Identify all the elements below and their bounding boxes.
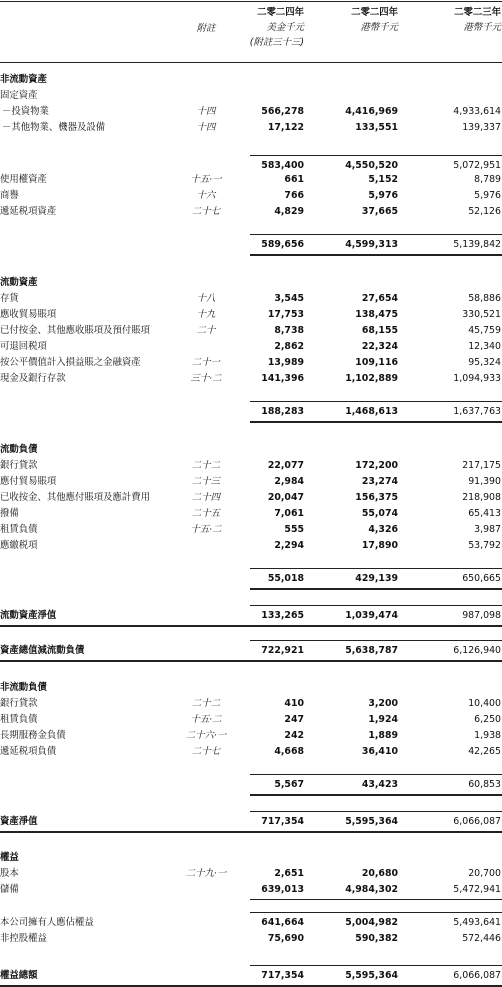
value-hkd-2023: 3,987: [474, 524, 501, 535]
row-label: 股本: [0, 868, 19, 879]
sum-rule-above: [250, 234, 502, 235]
value-hkd-2023: 20,700: [468, 868, 501, 879]
value-hkd-2023: 6,126,940: [453, 645, 501, 656]
value-hkd-2024: 133,551: [355, 122, 398, 133]
note-ref: 二十二: [191, 698, 221, 709]
value-hkd-2023: 12,340: [468, 341, 501, 352]
value-hkd-2023: 1,094,933: [453, 373, 501, 384]
row-label: 固定資產: [0, 90, 38, 101]
note-ref: 二十一: [191, 357, 221, 368]
value-hkd-2024: 5,152: [368, 174, 398, 185]
column-header-2: [351, 5, 398, 35]
table-row: [0, 866, 502, 882]
value-usd-2024: 17,122: [267, 122, 304, 133]
section-heading: [0, 680, 502, 696]
table-row: [0, 323, 502, 339]
value-hkd-2024: 22,324: [361, 341, 398, 352]
note-ref: 二十: [196, 325, 216, 336]
value-hkd-2024: 5,638,787: [345, 645, 398, 656]
note-ref: 二十七: [191, 206, 221, 217]
value-hkd-2023: 5,493,641: [453, 917, 501, 928]
table-row: [0, 522, 502, 538]
table-row: [0, 712, 502, 728]
row-label: 非流動負債: [0, 682, 47, 693]
value-hkd-2024: 172,200: [355, 460, 398, 471]
value-usd-2024: 2,862: [274, 341, 304, 352]
value-usd-2024: 410: [284, 698, 304, 709]
note-ref: 十六: [196, 190, 216, 201]
section-heading: [0, 72, 502, 88]
value-hkd-2024: 5,595,364: [345, 970, 398, 981]
value-usd-2024: 722,921: [261, 645, 304, 656]
row-label: －其他物業、機器及設備: [2, 122, 106, 133]
value-hkd-2024: 3,200: [368, 698, 398, 709]
row-label: 長期服務金負債: [0, 730, 66, 741]
value-hkd-2023: 42,265: [468, 746, 501, 757]
row-label: 權益總額: [0, 970, 38, 981]
row-label: 流動資產: [0, 277, 38, 288]
column-1-unit: 美金千元: [266, 22, 304, 33]
value-hkd-2024: 590,382: [355, 933, 398, 944]
value-usd-2024: 717,354: [261, 816, 304, 827]
value-hkd-2023: 218,908: [462, 492, 501, 503]
column-1-year: 二零二四年: [257, 7, 304, 18]
table-row: [0, 474, 502, 490]
value-hkd-2024: 36,410: [361, 746, 398, 757]
value-hkd-2024: 1,468,613: [345, 406, 398, 417]
sum-rule-above: [250, 912, 502, 913]
value-usd-2024: 8,738: [274, 325, 304, 336]
value-hkd-2023: 58,886: [468, 293, 501, 304]
value-hkd-2024: 429,139: [355, 573, 398, 584]
value-usd-2024: 22,077: [267, 460, 304, 471]
value-hkd-2024: 4,416,969: [345, 106, 398, 117]
value-hkd-2023: 52,126: [468, 206, 501, 217]
row-label: 資產總值減流動負債: [0, 645, 85, 656]
section-heading: [0, 275, 502, 291]
value-usd-2024: 55,018: [267, 573, 304, 584]
row-label: 權益: [0, 852, 19, 863]
total-row: [0, 814, 502, 830]
value-usd-2024: 555: [284, 524, 304, 535]
value-usd-2024: 589,656: [261, 239, 304, 250]
value-hkd-2023: 987,098: [462, 610, 501, 621]
value-hkd-2023: 5,472,941: [453, 884, 501, 895]
value-hkd-2023: 217,175: [462, 460, 501, 471]
column-header-1: [250, 5, 304, 50]
row-label: 本公司擁有人應佔權益: [0, 917, 94, 928]
value-hkd-2023: 5,072,951: [453, 160, 501, 171]
value-hkd-2023: 5,976: [474, 190, 501, 201]
value-hkd-2023: 4,933,614: [453, 106, 501, 117]
column-3-unit: 港幣千元: [463, 22, 501, 33]
value-usd-2024: 566,278: [261, 106, 304, 117]
table-row: [0, 490, 502, 506]
table-row: [0, 188, 502, 204]
header-rule: [0, 62, 502, 63]
value-hkd-2023: 10,400: [468, 698, 501, 709]
row-label: 使用權資產: [0, 174, 47, 185]
note-column-label: 附註: [196, 23, 216, 34]
table-row: [0, 120, 502, 136]
sum-rule-below: [0, 625, 502, 627]
table-row: [0, 728, 502, 744]
value-hkd-2023: 95,324: [468, 357, 501, 368]
value-usd-2024: 4,829: [274, 206, 304, 217]
row-label: 商譽: [0, 190, 19, 201]
value-hkd-2024: 23,274: [361, 476, 398, 487]
sum-rule-below: [250, 899, 502, 900]
value-hkd-2024: 4,599,313: [345, 239, 398, 250]
value-usd-2024: 641,664: [261, 917, 304, 928]
top-rule: [0, 1, 502, 2]
row-label: 現金及銀行存款: [0, 373, 66, 384]
value-hkd-2024: 1,039,474: [345, 610, 398, 621]
value-hkd-2024: 68,155: [361, 325, 398, 336]
value-hkd-2024: 1,924: [368, 714, 398, 725]
table-row: [0, 744, 502, 760]
note-ref: 二十九·一: [185, 868, 227, 879]
table-row: [0, 458, 502, 474]
note-ref: 十八: [196, 293, 216, 304]
column-1-note: (附註三十三): [249, 37, 304, 48]
row-label: 租賃負債: [0, 714, 38, 725]
value-hkd-2024: 109,116: [355, 357, 398, 368]
value-usd-2024: 661: [284, 174, 304, 185]
sum-rule-below: [250, 254, 502, 256]
value-usd-2024: 133,265: [261, 610, 304, 621]
column-2-unit: 港幣千元: [360, 22, 398, 33]
sum-rule-above: [250, 811, 502, 812]
value-usd-2024: 75,690: [267, 933, 304, 944]
sum-rule-above: [250, 605, 502, 606]
note-ref: 十九: [196, 309, 216, 320]
sum-rule-above: [250, 640, 502, 641]
row-label: 已收按金、其他應付賬項及應計費用: [0, 492, 151, 503]
table-row: [0, 882, 502, 898]
value-hkd-2023: 45,759: [468, 325, 501, 336]
table-row: [0, 931, 502, 947]
value-hkd-2024: 4,326: [368, 524, 398, 535]
table-row: [0, 88, 502, 104]
value-hkd-2024: 37,665: [361, 206, 398, 217]
table-row: [0, 371, 502, 387]
sum-rule-above: [250, 155, 502, 156]
section-heading: [0, 442, 502, 458]
value-hkd-2023: 8,789: [474, 174, 501, 185]
subtotal-row: [0, 571, 502, 587]
table-row: [0, 204, 502, 220]
value-hkd-2024: 4,984,302: [345, 884, 398, 895]
value-usd-2024: 3,545: [274, 293, 304, 304]
value-usd-2024: 766: [284, 190, 304, 201]
value-usd-2024: 2,294: [274, 540, 304, 551]
row-label: 流動資產淨值: [0, 610, 57, 621]
value-usd-2024: 2,651: [274, 868, 304, 879]
note-ref: 十五·二: [190, 524, 222, 535]
table-row: [0, 506, 502, 522]
value-usd-2024: 20,047: [267, 492, 304, 503]
sum-rule-above: [250, 401, 502, 402]
section-heading: [0, 850, 502, 866]
value-usd-2024: 2,984: [274, 476, 304, 487]
row-label: 應付貿易賬項: [0, 476, 57, 487]
value-hkd-2023: 1,938: [474, 730, 501, 741]
sum-rule-below: [250, 794, 502, 796]
table-row: [0, 355, 502, 371]
note-ref: 二十四: [191, 492, 221, 503]
value-usd-2024: 188,283: [261, 406, 304, 417]
note-ref: 十四: [196, 106, 216, 117]
value-hkd-2023: 1,637,763: [453, 406, 501, 417]
row-label: 非流動資產: [0, 74, 47, 85]
value-hkd-2023: 650,665: [462, 573, 501, 584]
note-ref: 十五·二: [190, 714, 222, 725]
row-label: 存貨: [0, 293, 19, 304]
row-label: 遞延税項資產: [0, 206, 57, 217]
row-label: 可退回税項: [0, 341, 47, 352]
table-row: [0, 696, 502, 712]
sum-rule-above: [250, 568, 502, 569]
value-usd-2024: 247: [284, 714, 304, 725]
table-row: [0, 307, 502, 323]
note-ref: 十四: [196, 122, 216, 133]
note-ref: 三十·二: [190, 373, 222, 384]
row-label: 非控股權益: [0, 933, 47, 944]
value-hkd-2024: 55,074: [361, 508, 398, 519]
value-hkd-2024: 20,680: [361, 868, 398, 879]
table-row: [0, 291, 502, 307]
value-hkd-2023: 6,066,087: [453, 970, 501, 981]
value-hkd-2023: 139,337: [462, 122, 501, 133]
subtotal-row: [0, 237, 502, 253]
row-label: 流動負債: [0, 444, 38, 455]
value-hkd-2023: 60,853: [468, 779, 501, 790]
note-ref: 二十二: [191, 460, 221, 471]
value-hkd-2023: 65,413: [468, 508, 501, 519]
value-hkd-2024: 1,102,889: [345, 373, 398, 384]
value-usd-2024: 583,400: [261, 160, 304, 171]
row-label: 應繳税項: [0, 540, 38, 551]
row-label: 租賃負債: [0, 524, 38, 535]
row-label: －投資物業: [2, 106, 49, 117]
table-row: [0, 172, 502, 188]
row-label: 撥備: [0, 508, 19, 519]
value-usd-2024: 17,753: [267, 309, 304, 320]
subtotal-row: [0, 777, 502, 793]
value-hkd-2024: 138,475: [355, 309, 398, 320]
value-usd-2024: 639,013: [261, 884, 304, 895]
value-usd-2024: 13,989: [267, 357, 304, 368]
value-hkd-2024: 5,595,364: [345, 816, 398, 827]
value-hkd-2023: 91,390: [468, 476, 501, 487]
note-column-header: [176, 21, 236, 36]
total-row: [0, 643, 502, 659]
row-label: 資產淨值: [0, 816, 38, 827]
table-row: [0, 538, 502, 554]
value-hkd-2024: 4,550,520: [345, 160, 398, 171]
note-ref: 二十七: [191, 746, 221, 757]
row-label: 儲備: [0, 884, 19, 895]
value-hkd-2024: 5,004,982: [345, 917, 398, 928]
note-ref: 十五·一: [190, 174, 222, 185]
column-3-year: 二零二三年: [454, 7, 501, 18]
value-hkd-2024: 1,889: [368, 730, 398, 741]
value-hkd-2023: 330,521: [462, 309, 501, 320]
value-usd-2024: 242: [284, 730, 304, 741]
table-row: [0, 339, 502, 355]
table-row: [0, 915, 502, 931]
value-hkd-2024: 5,976: [368, 190, 398, 201]
value-hkd-2023: 6,250: [474, 714, 501, 725]
total-row: [0, 608, 502, 624]
value-hkd-2024: 17,890: [361, 540, 398, 551]
sum-rule-below: [250, 588, 502, 590]
sum-rule-above: [250, 965, 502, 966]
value-usd-2024: 4,668: [274, 746, 304, 757]
value-usd-2024: 5,567: [274, 779, 304, 790]
total-row: [0, 968, 502, 984]
note-ref: 二十六·一: [185, 730, 227, 741]
value-hkd-2024: 156,375: [355, 492, 398, 503]
row-label: 應收貿易賬項: [0, 309, 57, 320]
column-2-year: 二零二四年: [351, 7, 398, 18]
value-hkd-2023: 572,446: [462, 933, 501, 944]
value-hkd-2024: 43,423: [361, 779, 398, 790]
subtotal-row: [0, 404, 502, 420]
value-usd-2024: 717,354: [261, 970, 304, 981]
note-ref: 二十五: [191, 508, 221, 519]
row-label: 按公平價值計入損益賬之金融資產: [0, 357, 141, 368]
row-label: 已付按金、其他應收賬項及預付賬項: [0, 325, 151, 336]
sum-rule-below: [0, 660, 502, 662]
value-hkd-2023: 5,139,842: [453, 239, 501, 250]
row-label: 銀行貸款: [0, 460, 38, 471]
row-label: 遞延税項負債: [0, 746, 57, 757]
sum-rule-below: [250, 421, 502, 423]
row-label: 銀行貸款: [0, 698, 38, 709]
value-usd-2024: 7,061: [274, 508, 304, 519]
column-header-3: [454, 5, 501, 35]
value-hkd-2023: 6,066,087: [453, 816, 501, 827]
sum-rule-above: [250, 774, 502, 775]
note-ref: 二十三: [191, 476, 221, 487]
value-hkd-2023: 53,792: [468, 540, 501, 551]
value-usd-2024: 141,396: [261, 373, 304, 384]
table-row: [0, 104, 502, 120]
value-hkd-2024: 27,654: [361, 293, 398, 304]
sum-rule-below: [0, 831, 502, 833]
